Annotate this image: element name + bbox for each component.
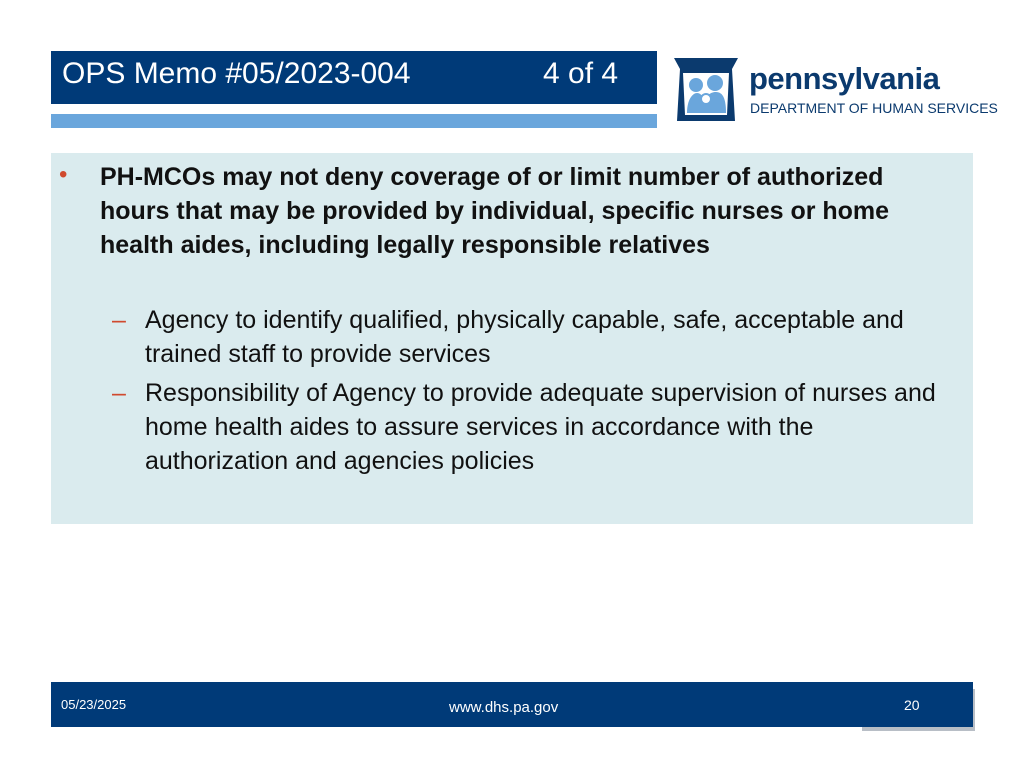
slide-number: 20 (904, 697, 920, 713)
sub-item-text: Responsibility of Agency to provide adequate supervision of nurses and home health aides to assure services in accordance with the authorization and agencies policies (145, 379, 936, 475)
dash-icon: – (112, 379, 126, 407)
keystone-family-emblem-icon (671, 55, 741, 125)
footer-bar (51, 682, 973, 727)
logo-state-name: pennsylvania (749, 61, 940, 96)
slide-page-indicator: 4 of 4 (543, 57, 619, 90)
accent-bar (51, 114, 657, 128)
title-bar (51, 51, 657, 104)
dash-icon: – (112, 306, 126, 334)
slide-title: OPS Memo #05/2023-004 (62, 57, 411, 90)
bullet-icon: • (59, 161, 68, 188)
footer-url-link[interactable]: www.dhs.pa.gov (449, 699, 559, 716)
logo-department-name: DEPARTMENT OF HUMAN SERVICES (750, 100, 998, 116)
footer-date: 05/23/2025 (61, 697, 127, 712)
content-panel (51, 153, 973, 524)
pa-dhs-logo (671, 55, 1001, 127)
main-bullet-text: PH-MCOs may not deny coverage of or limit number of authorized hours that may be provided by individual, specific nurses or home health aides, including legally responsible relatives (100, 163, 890, 259)
sub-item-text: Agency to identify qualified, physically capable, safe, acceptable and trained staff to provide services (145, 306, 904, 368)
